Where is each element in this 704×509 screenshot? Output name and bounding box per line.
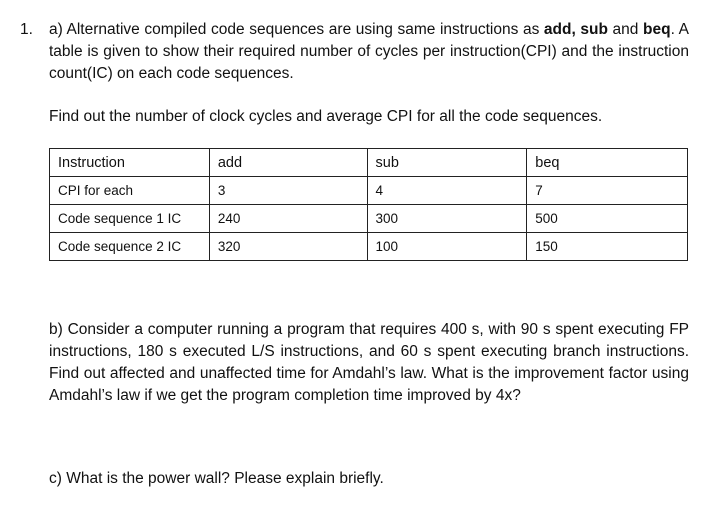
table-row xyxy=(50,233,688,261)
part-c-text: c) What is the power wall? Please explain briefly. xyxy=(49,470,384,487)
table-cell: 320 xyxy=(209,233,367,261)
question-number: 1. xyxy=(20,21,33,38)
table-row xyxy=(50,205,688,233)
table-cell: 4 xyxy=(367,177,527,205)
table-cell: Code sequence 2 IC xyxy=(50,233,210,261)
table-cell: 300 xyxy=(367,205,527,233)
table-header-cell: add xyxy=(209,149,367,177)
table-header-cell: Instruction xyxy=(50,149,210,177)
table-cell: 240 xyxy=(209,205,367,233)
part-a-bold-add-sub: add, sub xyxy=(543,21,608,38)
table-cell: 500 xyxy=(527,205,688,233)
part-a-text xyxy=(49,19,689,85)
table-cell: 150 xyxy=(527,233,688,261)
table-row xyxy=(50,177,688,205)
table-cell: 100 xyxy=(367,233,527,261)
part-a-mid: and xyxy=(607,21,644,38)
table-cell: CPI for each xyxy=(50,177,210,205)
part-a-bold-beq: beq xyxy=(643,21,671,38)
table-header-cell: beq xyxy=(527,149,688,177)
table-header-row xyxy=(50,149,688,177)
part-b-text: b) Consider a computer running a program that requires 400 s, with 90 s spent executing FP instructions, 180 s executed L/S instructions, and 60 s spent executing branch instructions. Find out affected and unaffected time for Amdahl’s law. What is the improvement factor using Amdahl’s law if we get the program completion time improved by 4x? xyxy=(49,321,689,404)
table-header-cell: sub xyxy=(367,149,527,177)
cpi-table xyxy=(49,148,688,261)
table-cell: 3 xyxy=(209,177,367,205)
table-cell: 7 xyxy=(527,177,688,205)
table-cell: Code sequence 1 IC xyxy=(50,205,210,233)
part-a-suffix: . A table is given to show their required number of cycles per instruction(CPI) and the instruction count(IC) on each code sequences. xyxy=(49,21,689,82)
part-a-prefix: a) Alternative compiled code sequences are using same instructions as xyxy=(49,21,544,38)
part-a-task: Find out the number of clock cycles and average CPI for all the code sequences. xyxy=(49,108,603,125)
